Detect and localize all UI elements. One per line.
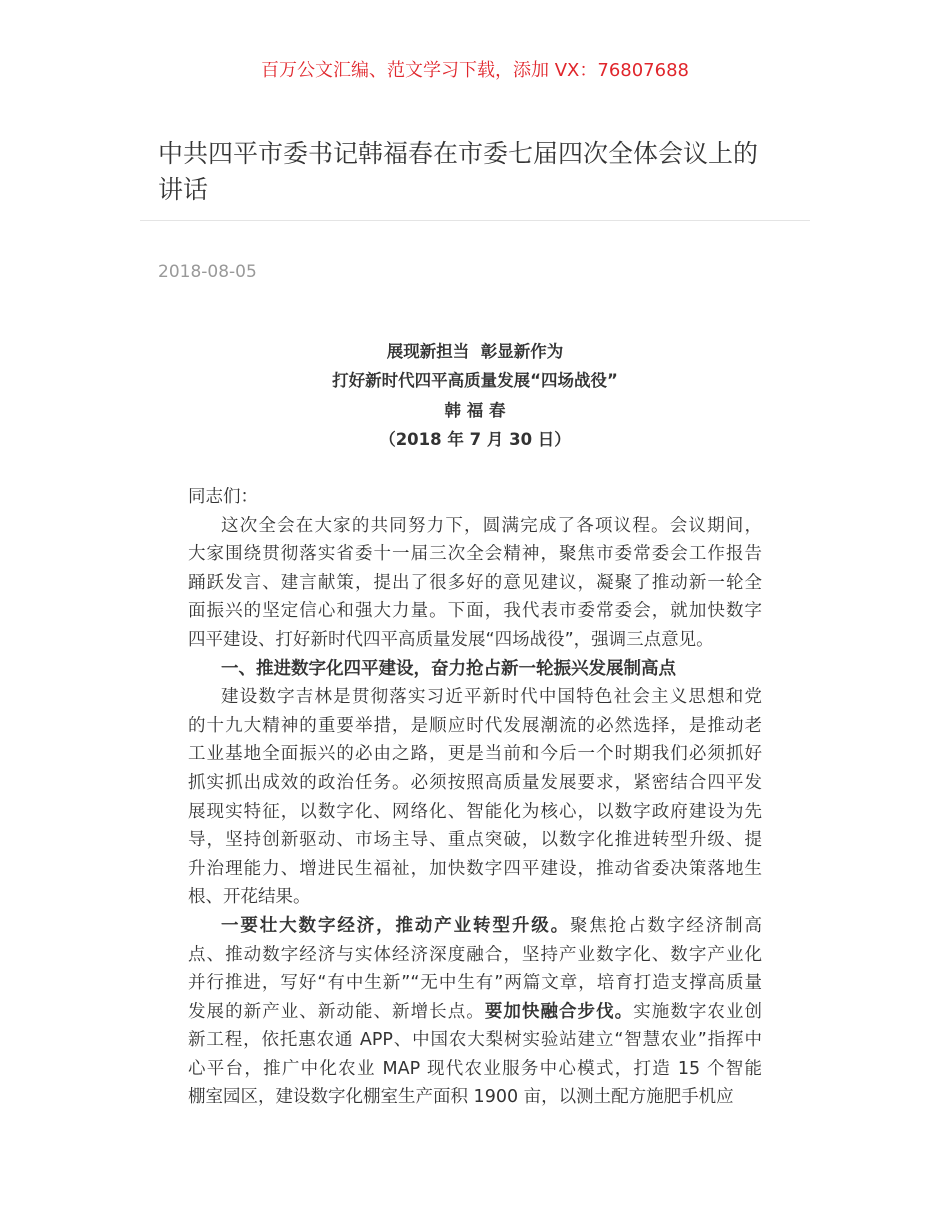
speech-heading-line: 展现新担当 彰显新作为: [386, 342, 564, 361]
text-line: [188, 798, 762, 827]
text-line: [188, 1055, 762, 1084]
text: 聚焦抢占数字经济制高: [570, 915, 762, 936]
text-line: [188, 855, 762, 884]
text-line: [188, 1083, 762, 1112]
text: 点、推动数字经济与实体经济深度融合，坚持产业数字化、数字产业化: [188, 944, 762, 965]
text-line: [188, 540, 762, 569]
bold-text: 一要壮大数字经济，推动产业转型升级。: [221, 915, 570, 936]
article-title-line: 中共四平市委书记韩福春在市委七届四次全体会议上的: [158, 139, 759, 168]
text-line: [188, 740, 762, 769]
text-line: [188, 597, 762, 626]
article-body: [188, 483, 762, 1112]
publish-date: 2018-08-05: [158, 262, 257, 282]
text: 并行推进，写好“有中生新”“无中生有”两篇文章，培育打造支撑高质量: [188, 973, 762, 994]
text: 根、开花结果。: [188, 887, 311, 908]
text: 工业基地全面振兴的必由之路，更是当前和今后一个时期我们必须抓好: [188, 744, 762, 765]
text-line: [188, 769, 762, 798]
text: 发展的新产业、新动能、新增长点。: [188, 1001, 485, 1022]
text: 新工程，依托惠农通 APP、中国农大梨树实验站建立“智慧农业”指挥中: [188, 1030, 762, 1051]
text: 的十九大精神的重要举措，是顺应时代发展潮流的必然选择，是推动老: [188, 715, 762, 736]
speech-heading-line: 打好新时代四平高质量发展“四场战役”: [332, 371, 618, 391]
text-line: [188, 941, 762, 970]
text: 导，坚持创新驱动、市场主导、重点突破，以数字化推进转型升级、提: [188, 830, 762, 851]
paragraph: [188, 683, 762, 912]
bold-text: 要加快融合步伐。: [484, 1001, 634, 1022]
speech-author: 韩 福 春: [444, 400, 506, 420]
text-line: [188, 969, 762, 998]
text-line: [188, 683, 762, 712]
text: 这次全会在大家的共同努力下，圆满完成了各项议程。会议期间，: [221, 515, 762, 536]
text: 大家围绕贯彻落实省委十一届三次全会精神，聚焦市委常委会工作报告: [188, 544, 762, 565]
text: 踊跃发言、建言献策，提出了很多好的意见建议，凝聚了推动新一轮全: [188, 572, 762, 593]
article-title: [158, 136, 798, 208]
paragraph: [188, 512, 762, 655]
text: 同志们：: [188, 487, 258, 507]
paragraph: [188, 655, 762, 684]
text-line: [188, 883, 762, 912]
text-line: [188, 1026, 762, 1055]
text-line: [188, 626, 762, 655]
text-line: [188, 826, 762, 855]
text-line: [188, 512, 762, 541]
article-title-line: 讲话: [158, 175, 209, 204]
text-line: [188, 712, 762, 741]
text-line: [188, 483, 762, 512]
speech-heading: [188, 337, 762, 454]
text: 抓实抓出成效的政治任务。必须按照高质量发展要求，紧密结合四平发: [188, 772, 762, 793]
text: 棚室园区，建设数字化棚室生产面积 1900 亩，以测土配方施肥手机应: [188, 1087, 734, 1108]
speech-date: （2018 年 7 月 30 日）: [379, 429, 571, 449]
text-line: [188, 912, 762, 941]
text: 心平台，推广中化农业 MAP 现代农业服务中心模式，打造 15 个智能: [188, 1058, 762, 1079]
title-divider: [140, 220, 810, 221]
text-line: [188, 655, 762, 684]
text-line: [188, 998, 762, 1027]
bold-text: 一、推进数字化四平建设，奋力抢占新一轮振兴发展制高点: [221, 658, 676, 679]
text: 面振兴的坚定信心和强大力量。下面，我代表市委常委会，就加快数字: [188, 601, 762, 622]
text: 四平建设、打好新时代四平高质量发展“四场战役”，强调三点意见。: [188, 629, 714, 650]
text: 建设数字吉林是贯彻落实习近平新时代中国特色社会主义思想和党: [221, 687, 762, 708]
paragraph: [188, 912, 762, 1112]
promo-banner: 百万公文汇编、范文学习下载，添加 VX：76807688: [261, 60, 689, 81]
paragraph: [188, 483, 762, 512]
text: 升治理能力、增进民生福祉，加快数字四平建设，推动省委决策落地生: [188, 858, 762, 879]
text: 实施数字农业创: [633, 1001, 763, 1022]
text: 展现实特征，以数字化、网络化、智能化为核心，以数字政府建设为先: [188, 801, 762, 822]
text-line: [188, 569, 762, 598]
